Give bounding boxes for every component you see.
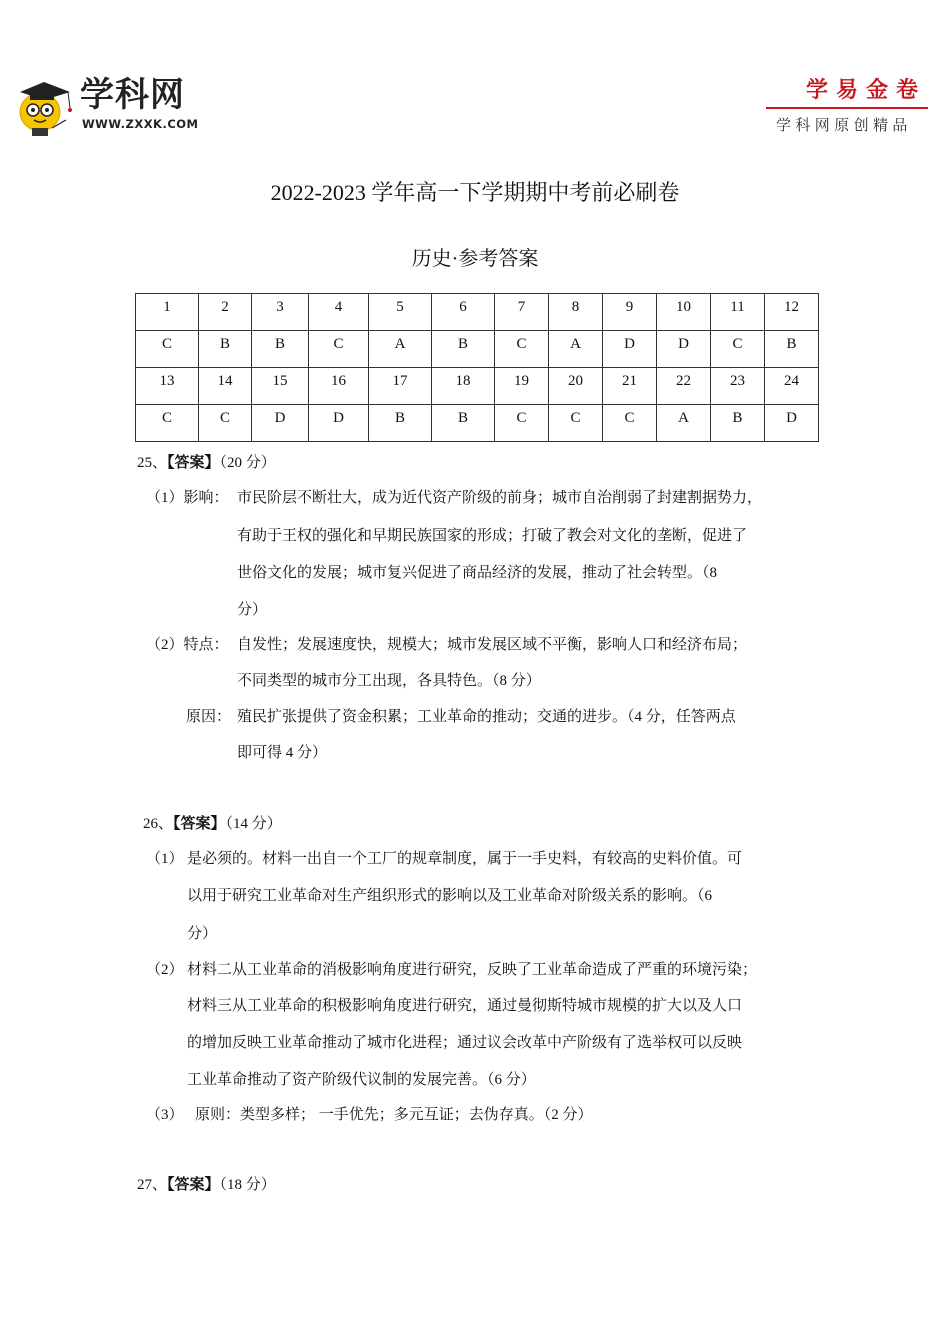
q25-p2-line: 不同类型的城市分工出现，各具特色。（8 分） xyxy=(237,673,541,689)
logo-url: WWW.ZXXK.COM xyxy=(82,117,199,131)
zxxk-logo xyxy=(14,72,199,138)
answer-table xyxy=(135,293,819,442)
q25-answer-tag: 【答案】 xyxy=(167,455,220,471)
question-number-cell: 6 xyxy=(432,294,495,331)
question-number-cell: 18 xyxy=(432,368,495,405)
q27-number: 27、 xyxy=(137,1177,168,1193)
q25-score: （20 分） xyxy=(219,455,276,471)
question-number-cell: 4 xyxy=(309,294,369,331)
q26-score: （14 分） xyxy=(225,816,282,832)
answer-cell: D xyxy=(603,331,657,368)
question-number-cell: 1 xyxy=(136,294,199,331)
question-number-cell: 12 xyxy=(765,294,819,331)
answer-cell: C xyxy=(309,331,369,368)
q26-p1-line: 以用于研究工业革命对生产组织形式的影响以及工业革命对阶级关系的影响。（6 xyxy=(187,888,713,904)
answer-cell: B xyxy=(432,405,495,442)
answer-cell: B xyxy=(252,331,309,368)
answer-letter-row xyxy=(136,331,819,368)
question-number-cell: 20 xyxy=(549,368,603,405)
answer-cell: B xyxy=(765,331,819,368)
q26-p1-line: 是必须的。材料一出自一个工厂的规章制度，属于一手史料，有较高的史料价值。可 xyxy=(187,851,743,867)
q25-p1-line: 分） xyxy=(237,602,268,618)
document-title: 2022-2023 学年高一下学期期中考前必刷卷 xyxy=(270,180,680,205)
question-number-cell: 23 xyxy=(711,368,765,405)
brand-divider xyxy=(766,107,928,109)
question-number-cell: 11 xyxy=(711,294,765,331)
q25-p1-line: 市民阶层不断壮大，成为近代资产阶级的前身；城市自治削弱了封建割据势力， xyxy=(237,490,763,506)
brand-mark xyxy=(766,76,930,138)
question-number-cell: 14 xyxy=(199,368,252,405)
logo-brand-name: 学科网 xyxy=(80,75,185,115)
answer-cell: C xyxy=(495,405,549,442)
question-number-row xyxy=(136,294,819,331)
q25-p1-label: （1）影响： xyxy=(146,490,229,506)
answer-cell: C xyxy=(549,405,603,442)
q27-score: （18 分） xyxy=(219,1177,276,1193)
answer-cell: C xyxy=(711,331,765,368)
answer-cell: A xyxy=(369,331,432,368)
q25-heading xyxy=(137,453,276,473)
question-number-cell: 8 xyxy=(549,294,603,331)
document-subtitle: 历史·参考答案 xyxy=(411,248,539,270)
q26-number: 26、 xyxy=(143,816,174,832)
brand-title: 学易金卷 xyxy=(805,77,926,103)
question-number-cell: 15 xyxy=(252,368,309,405)
question-number-row xyxy=(136,368,819,405)
q26-p1-line: 分） xyxy=(187,926,218,942)
answer-cell: B xyxy=(369,405,432,442)
question-number-cell: 13 xyxy=(136,368,199,405)
question-number-cell: 19 xyxy=(495,368,549,405)
answer-cell: C xyxy=(495,331,549,368)
q27-heading xyxy=(137,1175,276,1195)
q25-p2-label: （2）特点： xyxy=(146,637,229,653)
answer-cell: A xyxy=(549,331,603,368)
q26-heading xyxy=(143,814,282,834)
answer-letter-row xyxy=(136,405,819,442)
question-number-cell: 10 xyxy=(657,294,711,331)
answer-cell: B xyxy=(432,331,495,368)
question-number-cell: 21 xyxy=(603,368,657,405)
q26-p3-label: （3） xyxy=(146,1107,184,1123)
q25-p1-line: 有助于王权的强化和早期民族国家的形成；打破了教会对文化的垄断，促进了 xyxy=(237,528,748,544)
q27-answer-tag: 【答案】 xyxy=(167,1177,220,1193)
answer-cell: B xyxy=(199,331,252,368)
question-number-cell: 5 xyxy=(369,294,432,331)
mascot-graduate-icon xyxy=(14,72,72,138)
question-number-cell: 16 xyxy=(309,368,369,405)
q25-p2-label2: 原因： xyxy=(186,709,232,725)
question-number-cell: 9 xyxy=(603,294,657,331)
q25-p2-line: 即可得 4 分） xyxy=(237,745,328,761)
answer-cell: C xyxy=(136,405,199,442)
question-number-cell: 2 xyxy=(199,294,252,331)
answer-cell: C xyxy=(199,405,252,442)
q25-p2-line: 自发性；发展速度快，规模大；城市发展区域不平衡，影响人口和经济布局； xyxy=(237,637,748,653)
answer-cell: B xyxy=(711,405,765,442)
brand-subtitle: 学科网原创精品 xyxy=(776,116,912,134)
q25-p1-line: 世俗文化的发展；城市复兴促进了商品经济的发展，推动了社会转型。（8 xyxy=(237,565,718,581)
q25-number: 25、 xyxy=(137,455,168,471)
q26-answer-tag: 【答案】 xyxy=(173,816,226,832)
question-number-cell: 3 xyxy=(252,294,309,331)
answer-cell: A xyxy=(657,405,711,442)
answer-cell: D xyxy=(252,405,309,442)
q26-p2-line: 的增加反映工业革命推动了城市化进程；通过议会改革中产阶级有了选举权可以反映 xyxy=(187,1035,743,1051)
q26-p2-line: 材料二从工业革命的消极影响角度进行研究，反映了工业革命造成了严重的环境污染； xyxy=(187,962,758,978)
answer-cell: C xyxy=(603,405,657,442)
q26-p2-line: 材料三从工业革命的积极影响角度进行研究，通过曼彻斯特城市规模的扩大以及人口 xyxy=(187,998,743,1014)
question-number-cell: 7 xyxy=(495,294,549,331)
answer-cell: D xyxy=(765,405,819,442)
q26-p2-label: （2） xyxy=(146,962,184,978)
question-number-cell: 24 xyxy=(765,368,819,405)
question-number-cell: 17 xyxy=(369,368,432,405)
q26-p1-label: （1） xyxy=(146,851,184,867)
answer-cell: D xyxy=(309,405,369,442)
answer-cell: D xyxy=(657,331,711,368)
q26-p2-line: 工业革命推动了资产阶级代议制的发展完善。（6 分） xyxy=(187,1072,536,1088)
q26-p3-text: 原则：类型多样； 一手优先；多元互证；去伪存真。（2 分） xyxy=(195,1107,593,1123)
answer-cell: C xyxy=(136,331,199,368)
question-number-cell: 22 xyxy=(657,368,711,405)
q25-p2-line: 殖民扩张提供了资金积累；工业革命的推动；交通的进步。（4 分，任答两点 xyxy=(237,709,736,725)
